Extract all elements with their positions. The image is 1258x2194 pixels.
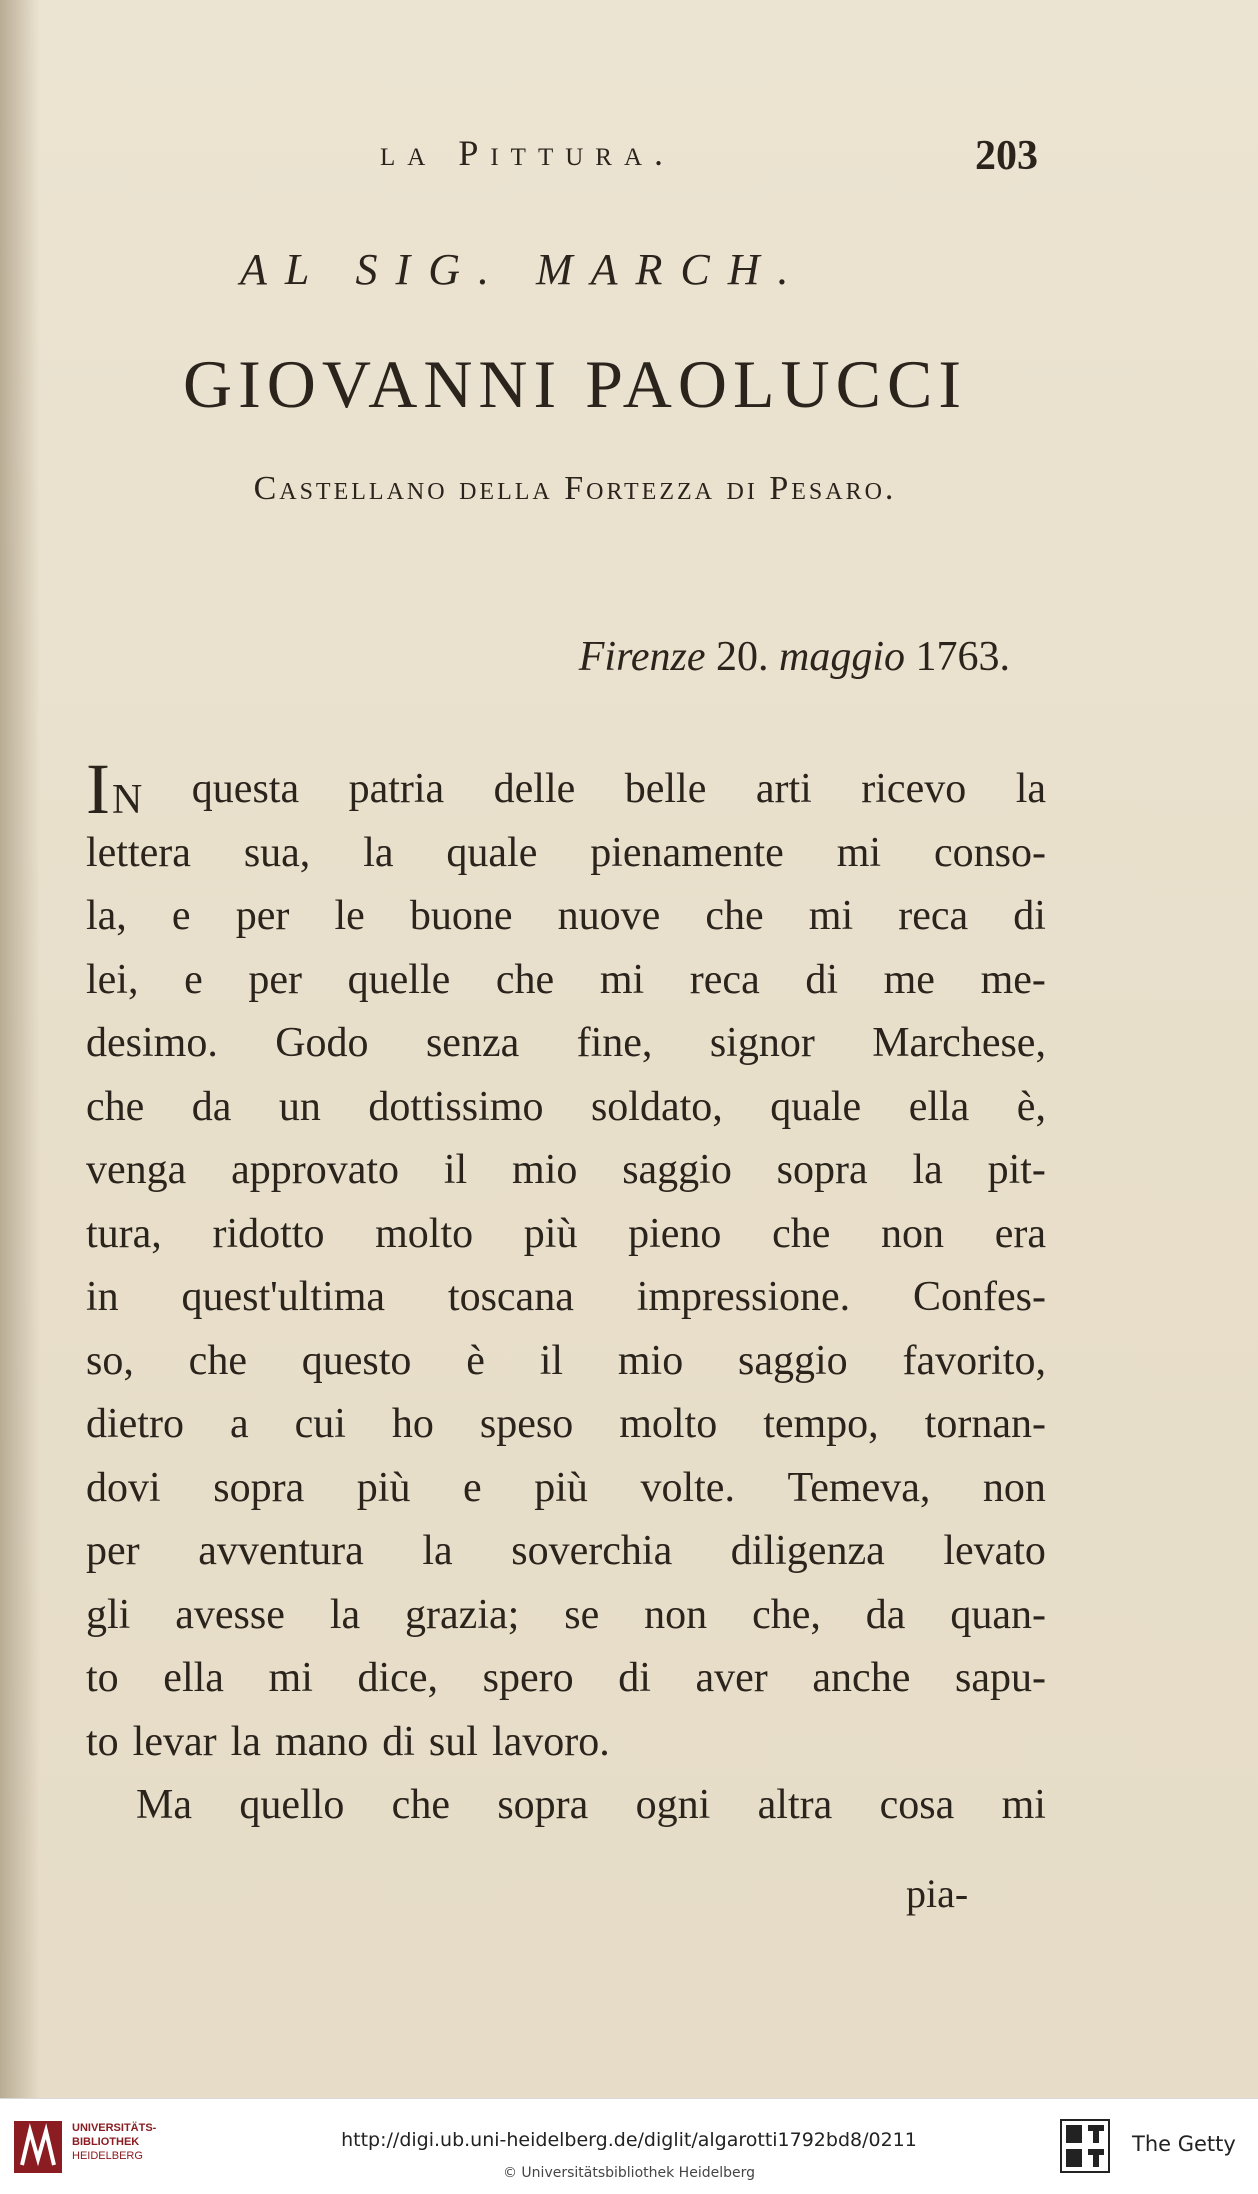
- getty-logo-icon: [1060, 2119, 1110, 2173]
- running-title: la Pittura.: [380, 133, 675, 173]
- text-line: gli avesse la grazia; se non che, da quan-: [86, 1591, 1046, 1638]
- text-line: venga approvato il mio saggio sopra la pit-: [86, 1147, 1046, 1193]
- library-name: UNIVERSITÄTS- BIBLIOTHEK HEIDELBERG: [72, 2122, 157, 2162]
- dateline-year: 1763.: [915, 634, 1010, 680]
- text-line: per avventura la soverchia diligenza levato: [86, 1528, 1046, 1574]
- text-line: to ella mi dice, spero di aver anche sapu-: [86, 1655, 1046, 1701]
- text-line: so, che questo è il mio saggio favorito,: [86, 1337, 1046, 1384]
- text-line: dietro a cui ho speso molto tempo, tornan-: [86, 1401, 1046, 1447]
- text-line: to levar la mano di sul lavoro.: [86, 1718, 610, 1765]
- partner-name: The Getty: [1132, 2132, 1236, 2156]
- text-line: la, e per le buone nuove che mi reca di: [86, 893, 1046, 939]
- drop-initial: I: [86, 749, 110, 829]
- catchword: pia-: [906, 1871, 969, 1916]
- text-line: IN questa patria delle belle arti ricevo la: [86, 749, 1046, 829]
- text-line: che da un dottissimo soldato, quale ella è,: [86, 1083, 1046, 1130]
- dateline-month: maggio: [779, 634, 905, 680]
- text-line: tura, ridotto molto più pieno che non era: [86, 1210, 1046, 1257]
- dateline-place: Firenze: [578, 634, 706, 680]
- text-line: lettera sua, la quale pienamente mi conso-: [86, 829, 1046, 876]
- recipient-name: GIOVANNI PAOLUCCI: [183, 346, 967, 422]
- viewer-footer: [0, 2098, 1258, 2194]
- dateline-day: 20.: [716, 634, 769, 680]
- page-number: 203: [975, 133, 1038, 179]
- text-line: desimo. Godo senza fine, signor Marchese,: [86, 1020, 1046, 1066]
- dateline: [410, 633, 1010, 681]
- permalink-url[interactable]: http://digi.ub.uni-heidelberg.de/diglit/algarotti1792bd8/0211: [341, 2129, 917, 2151]
- letter-body: [86, 749, 1046, 1838]
- running-head: [0, 132, 1258, 182]
- text-line: Ma quello che sopra ogni altra cosa mi: [136, 1782, 1046, 1828]
- recipient-title: Castellano della Fortezza di Pesaro.: [253, 470, 897, 507]
- letter-addressee: AL SIG. MARCH.: [240, 245, 807, 294]
- text-line: in quest'ultima toscana impressione. Confes-: [86, 1274, 1046, 1320]
- text-line: dovi sopra più e più volte. Temeva, non: [86, 1464, 1046, 1511]
- copyright-notice: © Universitätsbibliothek Heidelberg: [502, 2165, 755, 2181]
- text-line: lei, e per quelle che mi reca di me me-: [86, 956, 1046, 1003]
